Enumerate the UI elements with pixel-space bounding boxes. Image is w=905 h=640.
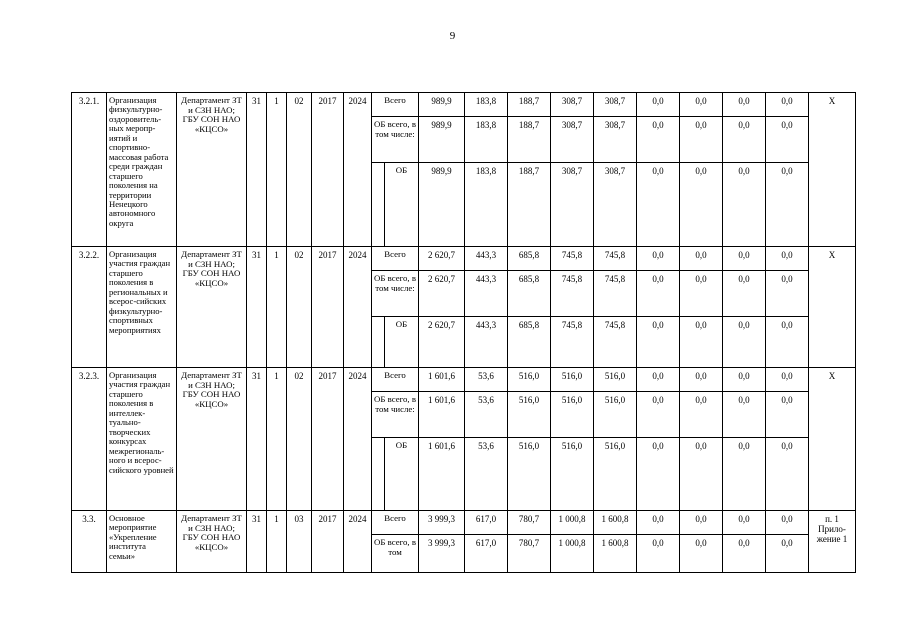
funding-value: 308,7	[594, 163, 637, 247]
funding-value: 308,7	[551, 117, 594, 163]
item-note: X	[809, 247, 856, 368]
funding-value: 516,0	[551, 392, 594, 438]
funding-value: 0,0	[766, 247, 809, 271]
item-start-year: 2017	[312, 93, 344, 247]
item-end-year: 2024	[344, 368, 372, 511]
funding-value: 0,0	[637, 368, 680, 392]
funding-value: 2 620,7	[419, 247, 465, 271]
funding-value: 0,0	[637, 511, 680, 535]
funding-value: 617,0	[465, 511, 508, 535]
item-name: Организация участия граждан старшего поколения в интеллек-туально-творческих конкурсах межрегиональ-ного и всерос-сийского уровней	[107, 368, 177, 511]
funding-value: 2 620,7	[419, 317, 465, 368]
item-code-1: 31	[247, 511, 267, 573]
funding-value: 745,8	[594, 271, 637, 317]
funding-value: 745,8	[551, 271, 594, 317]
funding-value: 780,7	[508, 511, 551, 535]
item-name: Организация участия граждан старшего поколения в региональных и всерос-сийских физкультурно-спортивных мероприятиях	[107, 247, 177, 368]
funding-value: 0,0	[723, 392, 766, 438]
funding-value: 0,0	[723, 247, 766, 271]
funding-source: ОБ всего, в том числе:	[372, 117, 419, 163]
funding-value: 0,0	[766, 368, 809, 392]
funding-value: 308,7	[594, 93, 637, 117]
funding-value: 0,0	[766, 438, 809, 511]
item-code-3: 02	[287, 247, 312, 368]
funding-source: ОБ всего, в том числе:	[372, 271, 419, 317]
funding-value: 745,8	[594, 317, 637, 368]
funding-value: 0,0	[680, 535, 723, 573]
funding-value: 0,0	[766, 535, 809, 573]
funding-value: 0,0	[637, 117, 680, 163]
item-note: X	[809, 368, 856, 511]
item-start-year: 2017	[312, 247, 344, 368]
funding-value: 3 999,3	[419, 511, 465, 535]
item-responsible: Департамент ЗТ и СЗН НАО; ГБУ СОН НАО «КЦСО»	[177, 511, 247, 573]
item-note: X	[809, 93, 856, 247]
funding-value: 0,0	[723, 368, 766, 392]
funding-value: 0,0	[680, 247, 723, 271]
funding-value: 0,0	[637, 93, 680, 117]
funding-value: 745,8	[551, 247, 594, 271]
indent-cell	[372, 438, 385, 511]
funding-value: 53,6	[465, 368, 508, 392]
funding-value: 0,0	[766, 317, 809, 368]
funding-value: 0,0	[723, 438, 766, 511]
funding-value: 0,0	[680, 511, 723, 535]
funding-value: 0,0	[723, 511, 766, 535]
funding-value: 0,0	[766, 392, 809, 438]
funding-value: 0,0	[637, 163, 680, 247]
funding-value: 989,9	[419, 93, 465, 117]
item-end-year: 2024	[344, 247, 372, 368]
item-responsible: Департамент ЗТ и СЗН НАО; ГБУ СОН НАО «КЦСО»	[177, 93, 247, 247]
funding-value: 443,3	[465, 317, 508, 368]
item-code: 3.3.	[72, 511, 107, 573]
funding-value: 0,0	[766, 163, 809, 247]
item-start-year: 2017	[312, 368, 344, 511]
item-end-year: 2024	[344, 511, 372, 573]
funding-value: 2 620,7	[419, 271, 465, 317]
funding-value: 308,7	[551, 163, 594, 247]
table-row	[72, 93, 856, 117]
funding-value: 0,0	[766, 271, 809, 317]
item-code: 3.2.2.	[72, 247, 107, 368]
funding-value: 1 601,6	[419, 392, 465, 438]
indent-cell	[372, 163, 385, 247]
funding-value: 0,0	[723, 535, 766, 573]
item-end-year: 2024	[344, 93, 372, 247]
funding-value: 0,0	[680, 438, 723, 511]
funding-source: ОБ	[385, 317, 419, 368]
funding-value: 0,0	[680, 117, 723, 163]
funding-value: 3 999,3	[419, 535, 465, 573]
funding-value: 685,8	[508, 317, 551, 368]
item-code-2: 1	[267, 368, 287, 511]
funding-source: Всего	[372, 368, 419, 392]
item-code: 3.2.3.	[72, 368, 107, 511]
item-code-3: 02	[287, 93, 312, 247]
funding-value: 0,0	[637, 247, 680, 271]
funding-value: 0,0	[766, 117, 809, 163]
table-row	[72, 368, 856, 392]
funding-value: 0,0	[680, 317, 723, 368]
funding-value: 516,0	[508, 392, 551, 438]
funding-value: 308,7	[594, 117, 637, 163]
item-code-1: 31	[247, 368, 267, 511]
funding-value: 989,9	[419, 163, 465, 247]
funding-value: 0,0	[680, 163, 723, 247]
funding-value: 780,7	[508, 535, 551, 573]
item-code-2: 1	[267, 93, 287, 247]
funding-source: Всего	[372, 93, 419, 117]
item-responsible: Департамент ЗТ и СЗН НАО; ГБУ СОН НАО «КЦСО»	[177, 368, 247, 511]
funding-source: ОБ	[385, 438, 419, 511]
funding-value: 516,0	[508, 368, 551, 392]
funding-value: 1 600,8	[594, 535, 637, 573]
item-name: Основное мероприятие «Укрепление института семьи»	[107, 511, 177, 573]
item-code-1: 31	[247, 93, 267, 247]
funding-value: 617,0	[465, 535, 508, 573]
item-start-year: 2017	[312, 511, 344, 573]
item-code-3: 03	[287, 511, 312, 573]
item-code-2: 1	[267, 247, 287, 368]
funding-value: 53,6	[465, 438, 508, 511]
item-code-3: 02	[287, 368, 312, 511]
funding-value: 685,8	[508, 247, 551, 271]
item-code: 3.2.1.	[72, 93, 107, 247]
funding-value: 0,0	[680, 271, 723, 317]
funding-value: 0,0	[766, 511, 809, 535]
item-responsible: Департамент ЗТ и СЗН НАО; ГБУ СОН НАО «КЦСО»	[177, 247, 247, 368]
funding-value: 989,9	[419, 117, 465, 163]
funding-value: 0,0	[723, 117, 766, 163]
page-number: 9	[449, 30, 456, 42]
funding-value: 0,0	[637, 535, 680, 573]
item-name: Организация физкультурно-оздоровитель-ных меропр-иятий и спортивно-массовая работа среди граждан старшего поколения на территории Ненецкого автономного округа	[107, 93, 177, 247]
funding-value: 0,0	[680, 392, 723, 438]
funding-value: 685,8	[508, 271, 551, 317]
indent-cell	[372, 317, 385, 368]
funding-value: 745,8	[594, 247, 637, 271]
funding-value: 188,7	[508, 117, 551, 163]
item-code-2: 1	[267, 511, 287, 573]
funding-value: 1 601,6	[419, 438, 465, 511]
funding-source: ОБ всего, в том числе:	[372, 392, 419, 438]
funding-value: 188,7	[508, 93, 551, 117]
funding-value: 1 000,8	[551, 511, 594, 535]
funding-source: Всего	[372, 511, 419, 535]
funding-value: 745,8	[551, 317, 594, 368]
funding-value: 183,8	[465, 163, 508, 247]
funding-value: 0,0	[723, 271, 766, 317]
funding-value: 443,3	[465, 247, 508, 271]
funding-value: 1 600,8	[594, 511, 637, 535]
funding-value: 0,0	[680, 93, 723, 117]
funding-value: 0,0	[723, 317, 766, 368]
funding-source: Всего	[372, 247, 419, 271]
funding-value: 0,0	[723, 163, 766, 247]
funding-value: 188,7	[508, 163, 551, 247]
funding-value: 516,0	[551, 368, 594, 392]
item-code-1: 31	[247, 247, 267, 368]
funding-value: 516,0	[594, 392, 637, 438]
funding-value: 1 601,6	[419, 368, 465, 392]
budget-table	[71, 92, 856, 573]
funding-value: 516,0	[551, 438, 594, 511]
funding-value: 516,0	[594, 368, 637, 392]
funding-value: 516,0	[508, 438, 551, 511]
funding-value: 0,0	[637, 438, 680, 511]
table-row	[72, 511, 856, 535]
funding-value: 183,8	[465, 93, 508, 117]
item-note: п. 1 Прило-жение 1	[809, 511, 856, 573]
funding-value: 53,6	[465, 392, 508, 438]
funding-value: 443,3	[465, 271, 508, 317]
funding-source: ОБ всего, в том	[372, 535, 419, 573]
funding-value: 0,0	[637, 271, 680, 317]
funding-value: 308,7	[551, 93, 594, 117]
funding-value: 516,0	[594, 438, 637, 511]
funding-value: 0,0	[637, 392, 680, 438]
funding-value: 0,0	[723, 93, 766, 117]
funding-value: 0,0	[766, 93, 809, 117]
funding-source: ОБ	[385, 163, 419, 247]
funding-value: 183,8	[465, 117, 508, 163]
funding-value: 0,0	[637, 317, 680, 368]
funding-value: 1 000,8	[551, 535, 594, 573]
table-row	[72, 247, 856, 271]
funding-value: 0,0	[680, 368, 723, 392]
